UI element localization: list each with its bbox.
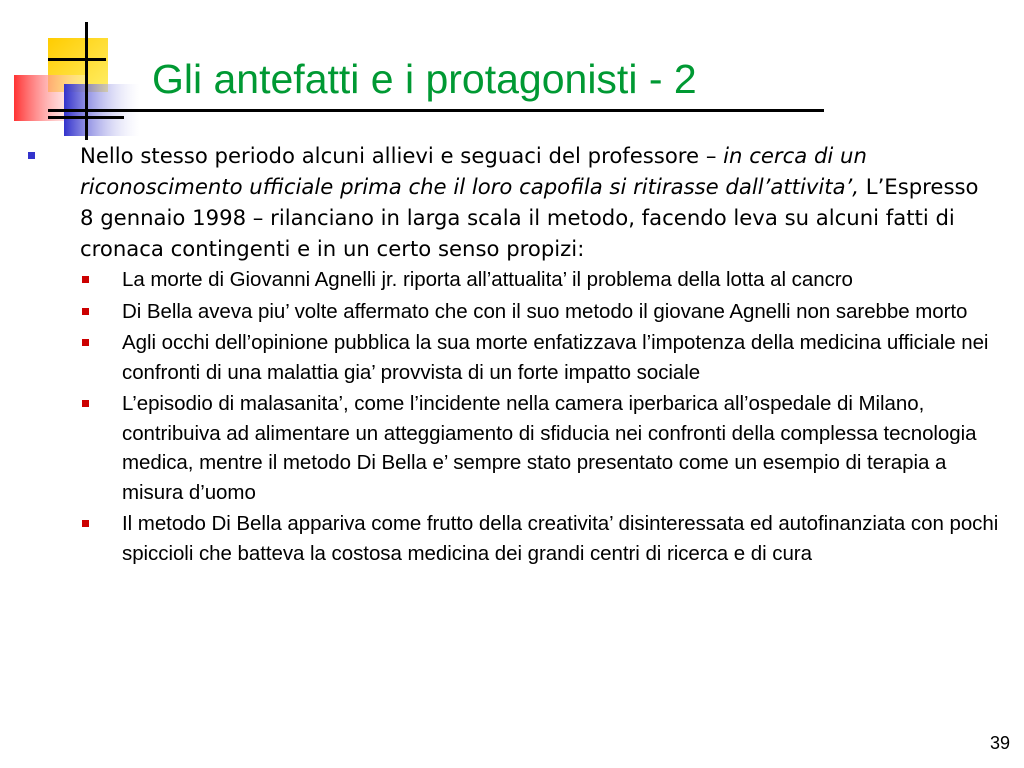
sub-bullet-text: Il metodo Di Bella appariva come frutto della creativita’ disinteressata ed autofinanziata con pochi spiccioli che batteva la costosa medicina dei grandi centri di ricerca e di cura — [122, 512, 999, 565]
sub-bullet-text: Di Bella aveva piu’ volte affermato che con il suo metodo il giovane Agnelli non sarebbe morto — [122, 299, 968, 323]
slide-content — [0, 140, 1024, 570]
sub-bullet-item — [0, 509, 1007, 568]
square-bullet-icon — [82, 276, 89, 283]
sub-bullet-item — [0, 389, 1007, 507]
square-bullet-icon — [82, 520, 89, 527]
square-bullet-icon — [82, 308, 89, 315]
slide-title: Gli antefatti e i protagonisti - 2 — [152, 56, 697, 102]
square-bullet-icon — [28, 152, 35, 159]
main-bullet-text: Nello stesso periodo alcuni allievi e seguaci del professore – — [80, 143, 724, 168]
square-bullet-icon — [82, 339, 89, 346]
sub-bullet-list — [0, 265, 1024, 568]
sub-bullet-item — [0, 328, 1007, 387]
sub-bullet-text: Agli occhi dell’opinione pubblica la sua morte enfatizzava l’impotenza della medicina ufficiale nei confronti di una malattia gia’ provvista di un forte impatto sociale — [122, 331, 989, 384]
sub-bullet-item — [0, 297, 1007, 327]
main-bullet-item — [0, 140, 985, 264]
title-divider — [48, 109, 824, 112]
page-number: 39 — [989, 733, 1010, 753]
sub-bullet-item — [0, 265, 1007, 295]
main-bullet-text-continued: L’Espresso 8 gennaio 1998 – rilanciano in larga scala il metodo, facendo leva su alcuni fatti di cronaca contingenti e in un certo senso propizi: — [80, 174, 979, 261]
sub-bullet-text: L’episodio di malasanita’, come l’incidente nella camera iperbarica all’ospedale di Milano, contribuiva ad alimentare un atteggiamento di sfiducia nei confronti della complessa tecnologia medica, mentre il metodo Di Bella e’ sempre stato presentato come un esempio di terapia a misura d’uomo — [122, 392, 977, 504]
main-bullet-quote: in cerca di un riconoscimento ufficiale prima che il loro capofila si ritirasse dall’attivita’, — [80, 143, 867, 199]
colored-squares-logo-icon — [0, 0, 160, 150]
square-bullet-icon — [82, 400, 89, 407]
sub-bullet-text: La morte di Giovanni Agnelli jr. riporta all’attualita’ il problema della lotta al cancro — [122, 268, 853, 291]
